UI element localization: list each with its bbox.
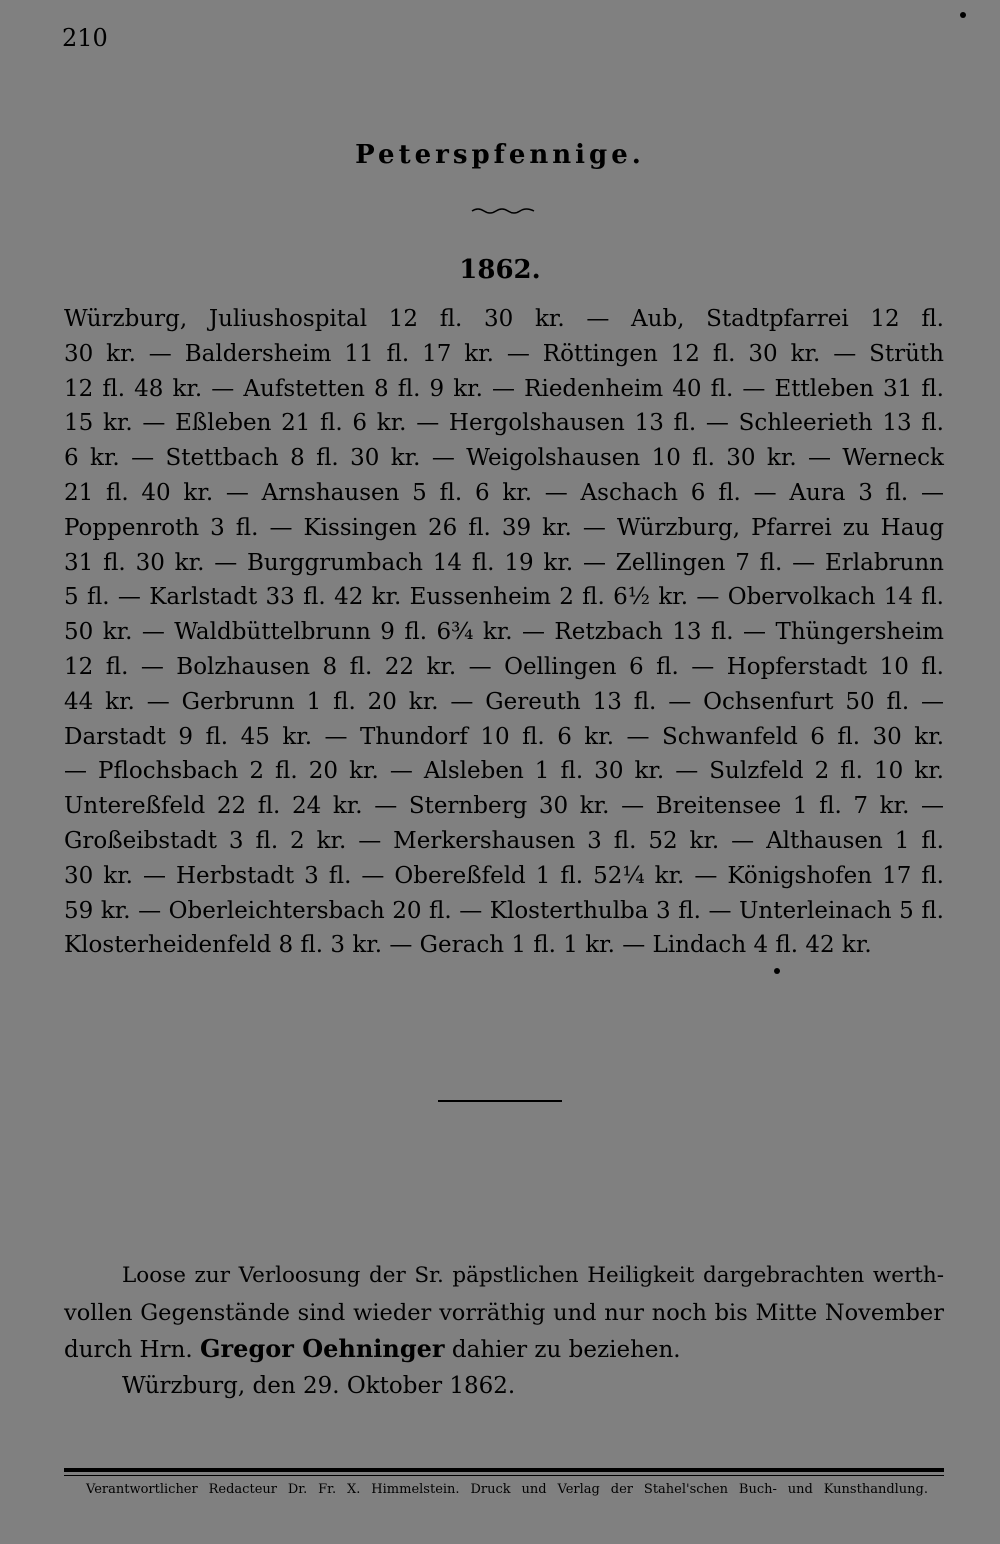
- page-heading: Peterspfennige.: [355, 140, 645, 170]
- ink-speck: [774, 968, 780, 974]
- donation-line: 44 kr. — Gerbrunn 1 fl. 20 kr. — Gereuth 13 fl. — Ochsenfurt 50 fl. —: [64, 688, 944, 715]
- donation-line: Würzburg, Juliushospital 12 fl. 30 kr. — Aub, Stadtpfarrei 12 fl.: [64, 306, 944, 332]
- ornament-divider: [470, 206, 536, 216]
- donation-line: 30 kr. — Baldersheim 11 fl. 17 kr. — Röttingen 12 fl. 30 kr. — Strüth: [64, 340, 944, 367]
- donation-line: 50 kr. — Waldbüttelbrunn 9 fl. 6¾ kr. — Retzbach 13 fl. — Thüngersheim: [64, 619, 944, 646]
- notice-text: dahier zu beziehen.: [444, 1337, 681, 1363]
- printer-imprint: Verantwortlicher Redacteur Dr. Fr. X. Himmelstein. Druck und Verlag der Stahel'schen Buch- und Kunsthandlung.: [86, 1482, 928, 1497]
- notice-line: Loose zur Verloosung der Sr. päpstlichen Heiligkeit dargebrachten werth-: [122, 1263, 944, 1288]
- donation-line: 12 fl. — Bolzhausen 8 fl. 22 kr. — Oellingen 6 fl. — Hopferstadt 10 fl.: [64, 653, 944, 680]
- lottery-notice: [64, 1258, 944, 1404]
- donation-line: 5 fl. — Karlstadt 33 fl. 42 kr. Eussenheim 2 fl. 6½ kr. — Obervolkach 14 fl.: [64, 584, 944, 611]
- ink-speck: [960, 12, 966, 18]
- donation-line: Poppenroth 3 fl. — Kissingen 26 fl. 39 kr. — Würzburg, Pfarrei zu Haug: [64, 514, 944, 541]
- year-heading: 1862.: [459, 255, 541, 285]
- contact-name: Gregor Oehninger: [200, 1334, 445, 1363]
- notice-line: vollen Gegenstände sind wieder vorräthig und nur noch bis Mitte November: [64, 1299, 944, 1326]
- donation-line: Klosterheidenfeld 8 fl. 3 kr. — Gerach 1 fl. 1 kr. — Lindach 4 fl. 42 kr.: [64, 932, 872, 959]
- section-divider: [438, 1100, 562, 1102]
- donation-line: 15 kr. — Eßleben 21 fl. 6 kr. — Hergolshausen 13 fl. — Schleerieth 13 fl.: [64, 410, 944, 437]
- notice-dateline: Würzburg, den 29. Oktober 1862.: [122, 1372, 516, 1399]
- donation-line: 31 fl. 30 kr. — Burggrumbach 14 fl. 19 kr. — Zellingen 7 fl. — Erlabrunn: [64, 549, 944, 576]
- notice-line: [64, 1331, 944, 1368]
- footer-rule: [64, 1468, 944, 1472]
- donation-line: 6 kr. — Stettbach 8 fl. 30 kr. — Weigolshausen 10 fl. 30 kr. — Werneck: [64, 445, 944, 472]
- donation-line: 21 fl. 40 kr. — Arnshausen 5 fl. 6 kr. — Aschach 6 fl. — Aura 3 fl. —: [64, 479, 944, 506]
- donation-line: Untereßfeld 22 fl. 24 kr. — Sternberg 30 kr. — Breitensee 1 fl. 7 kr. —: [64, 793, 944, 820]
- donation-line: — Pflochsbach 2 fl. 20 kr. — Alsleben 1 fl. 30 kr. — Sulzfeld 2 fl. 10 kr.: [64, 758, 944, 785]
- footer-rule: [64, 1475, 944, 1476]
- donation-line: 59 kr. — Oberleichtersbach 20 fl. — Klosterthulba 3 fl. — Unterleinach 5 fl.: [64, 897, 944, 924]
- donation-line: 12 fl. 48 kr. — Aufstetten 8 fl. 9 kr. — Riedenheim 40 fl. — Ettleben 31 fl.: [64, 375, 944, 402]
- donation-line: Großeibstadt 3 fl. 2 kr. — Merkershausen 3 fl. 52 kr. — Althausen 1 fl.: [64, 827, 944, 854]
- donation-line: 30 kr. — Herbstadt 3 fl. — Obereßfeld 1 fl. 52¼ kr. — Königshofen 17 fl.: [64, 862, 944, 889]
- donation-line: Darstadt 9 fl. 45 kr. — Thundorf 10 fl. 6 kr. — Schwanfeld 6 fl. 30 kr.: [64, 723, 944, 750]
- notice-text: durch Hrn.: [64, 1337, 201, 1363]
- donation-list: [64, 302, 944, 963]
- page-number: 210: [62, 24, 108, 52]
